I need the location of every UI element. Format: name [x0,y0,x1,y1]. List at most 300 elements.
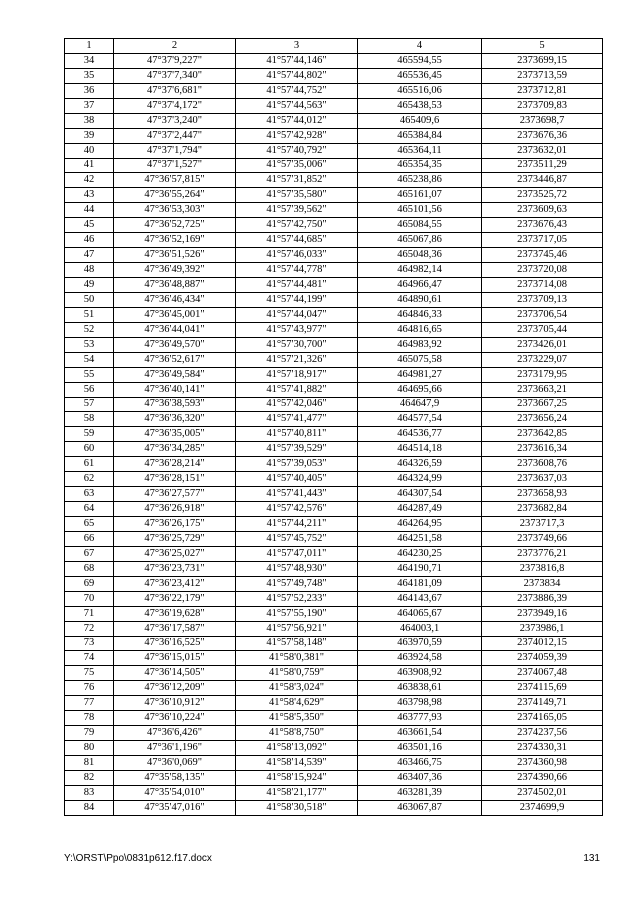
table-cell: 47°37'9,227" [114,53,236,68]
table-cell: 465084,55 [358,218,482,233]
table-cell: 41°57'44,199" [236,292,358,307]
table-cell: 41°57'58,148" [236,636,358,651]
table-cell: 47°36'52,617" [114,352,236,367]
table-cell: 44 [65,203,114,218]
table-cell: 465364,11 [358,143,482,158]
table-cell: 2373229,07 [482,352,603,367]
table-cell: 62 [65,472,114,487]
table-row [65,472,603,487]
table-cell: 47°36'35,005" [114,427,236,442]
table-cell: 41°57'56,921" [236,621,358,636]
column-header: 4 [358,39,482,54]
table-cell: 47°36'1,196" [114,741,236,756]
table-cell: 2373608,76 [482,457,603,472]
table-cell: 48 [65,263,114,278]
table-cell: 463281,39 [358,785,482,800]
table-row [65,307,603,322]
table-cell: 2373699,15 [482,53,603,68]
table-cell: 41°57'55,190" [236,606,358,621]
table-row [65,382,603,397]
table-cell: 2374149,71 [482,696,603,711]
table-cell: 465161,07 [358,188,482,203]
table-cell: 41°57'47,011" [236,546,358,561]
table-row [65,128,603,143]
table-cell: 84 [65,800,114,815]
table-cell: 47°36'15,015" [114,651,236,666]
table-row [65,442,603,457]
table-cell: 464181,09 [358,576,482,591]
table-row [65,233,603,248]
table-cell: 55 [65,367,114,382]
table-cell: 465048,36 [358,248,482,263]
table-cell: 41°57'49,748" [236,576,358,591]
table-cell: 2373525,72 [482,188,603,203]
table-cell: 2373776,21 [482,546,603,561]
table-cell: 465075,58 [358,352,482,367]
table-cell: 47°36'46,434" [114,292,236,307]
table-cell: 464190,71 [358,561,482,576]
column-header: 5 [482,39,603,54]
table-cell: 2374330,31 [482,741,603,756]
table-row [65,173,603,188]
table-cell: 77 [65,696,114,711]
table-cell: 72 [65,621,114,636]
coordinates-table [64,38,603,816]
table-cell: 41°58'0,381" [236,651,358,666]
table-cell: 463924,58 [358,651,482,666]
table-cell: 47°37'2,447" [114,128,236,143]
table-cell: 2373658,93 [482,487,603,502]
table-cell: 2373709,83 [482,98,603,113]
table-cell: 41°57'39,053" [236,457,358,472]
table-cell: 41°57'43,977" [236,322,358,337]
table-cell: 74 [65,651,114,666]
table-cell: 47°36'57,815" [114,173,236,188]
table-row [65,606,603,621]
table-cell: 37 [65,98,114,113]
table-cell: 47°36'10,912" [114,696,236,711]
table-row [65,681,603,696]
table-cell: 41°57'21,326" [236,352,358,367]
table-row [65,218,603,233]
table-cell: 464324,99 [358,472,482,487]
table-cell: 47°36'52,725" [114,218,236,233]
table-cell: 47°36'23,731" [114,561,236,576]
table-cell: 81 [65,756,114,771]
table-cell: 2373642,85 [482,427,603,442]
table-row [65,427,603,442]
table-cell: 56 [65,382,114,397]
table-cell: 76 [65,681,114,696]
table-cell: 47°36'55,264" [114,188,236,203]
table-cell: 465516,06 [358,83,482,98]
table-cell: 464890,61 [358,292,482,307]
table-cell: 41°58'8,750" [236,726,358,741]
table-cell: 61 [65,457,114,472]
table-cell: 464983,92 [358,337,482,352]
table-cell: 64 [65,502,114,517]
table-cell: 2373609,63 [482,203,603,218]
table-cell: 41°57'40,405" [236,472,358,487]
table-cell: 80 [65,741,114,756]
table-row [65,531,603,546]
table-row [65,785,603,800]
table-cell: 2373712,81 [482,83,603,98]
table-cell: 2373834 [482,576,603,591]
table-cell: 464307,54 [358,487,482,502]
table-cell: 464287,49 [358,502,482,517]
table-row [65,68,603,83]
table-cell: 68 [65,561,114,576]
table-cell: 41°57'44,752" [236,83,358,98]
table-cell: 41°58'21,177" [236,785,358,800]
table-body [65,53,603,815]
table-cell: 54 [65,352,114,367]
table-row [65,263,603,278]
table-cell: 41°57'44,012" [236,113,358,128]
table-cell: 41°58'14,539" [236,756,358,771]
table-row [65,696,603,711]
column-header: 3 [236,39,358,54]
table-cell: 45 [65,218,114,233]
table-row [65,83,603,98]
table-cell: 41 [65,158,114,173]
table-cell: 465067,86 [358,233,482,248]
table-row [65,546,603,561]
table-row [65,292,603,307]
table-cell: 464065,67 [358,606,482,621]
table-cell: 65 [65,517,114,532]
table-cell: 463067,87 [358,800,482,815]
table-cell: 57 [65,397,114,412]
table-cell: 41°57'42,928" [236,128,358,143]
table-cell: 59 [65,427,114,442]
table-cell: 66 [65,531,114,546]
table-row [65,248,603,263]
table-cell: 47°36'23,412" [114,576,236,591]
table-cell: 2373986,1 [482,621,603,636]
table-cell: 41°57'41,477" [236,412,358,427]
table-cell: 464816,65 [358,322,482,337]
table-row [65,621,603,636]
table-cell: 51 [65,307,114,322]
table-row [65,457,603,472]
table-cell: 41°57'44,146" [236,53,358,68]
table-cell: 464003,1 [358,621,482,636]
table-cell: 47°35'58,135" [114,770,236,785]
table-cell: 79 [65,726,114,741]
table-cell: 63 [65,487,114,502]
table-cell: 41°57'44,778" [236,263,358,278]
table-cell: 47°36'25,027" [114,546,236,561]
table-cell: 464264,95 [358,517,482,532]
table-row [65,188,603,203]
table-cell: 464326,59 [358,457,482,472]
table-cell: 2373656,24 [482,412,603,427]
table-row [65,561,603,576]
table-cell: 2373706,54 [482,307,603,322]
table-cell: 47°36'25,729" [114,531,236,546]
table-row [65,203,603,218]
table-cell: 47°36'16,525" [114,636,236,651]
table-row [65,502,603,517]
table-cell: 41°57'18,917" [236,367,358,382]
table-cell: 2373713,59 [482,68,603,83]
column-header: 1 [65,39,114,54]
table-row [65,53,603,68]
table-cell: 2373682,84 [482,502,603,517]
table-cell: 41°58'30,518" [236,800,358,815]
table-cell: 41°57'41,882" [236,382,358,397]
table-cell: 2373632,01 [482,143,603,158]
table-cell: 75 [65,666,114,681]
table-cell: 41°58'5,350" [236,711,358,726]
table-cell: 463970,59 [358,636,482,651]
column-header: 2 [114,39,236,54]
table-row [65,158,603,173]
table-cell: 2374360,98 [482,756,603,771]
table-row [65,278,603,293]
table-cell: 41°58'15,924" [236,770,358,785]
table-cell: 2373949,16 [482,606,603,621]
table-row [65,636,603,651]
table-cell: 47°36'0,069" [114,756,236,771]
table-cell: 41°57'44,211" [236,517,358,532]
table-cell: 78 [65,711,114,726]
table-cell: 2373426,01 [482,337,603,352]
table-cell: 47°36'38,593" [114,397,236,412]
table-cell: 465438,53 [358,98,482,113]
table-row [65,322,603,337]
table-cell: 2374059,39 [482,651,603,666]
table-row [65,412,603,427]
table-cell: 464251,58 [358,531,482,546]
table-cell: 41°57'42,046" [236,397,358,412]
table-cell: 41°58'0,759" [236,666,358,681]
table-cell: 41°57'39,529" [236,442,358,457]
table-cell: 2373446,87 [482,173,603,188]
table-cell: 41°57'42,750" [236,218,358,233]
table-cell: 47°36'36,320" [114,412,236,427]
table-cell: 465536,45 [358,68,482,83]
footer-file-path: Y:\ORST\Ppo\0831p612.f17.docx [64,853,212,864]
table-cell: 41°57'40,792" [236,143,358,158]
table-cell: 47°36'49,584" [114,367,236,382]
table-cell: 47°36'17,587" [114,621,236,636]
table-cell: 2374012,15 [482,636,603,651]
table-cell: 47°36'48,887" [114,278,236,293]
table-cell: 463407,36 [358,770,482,785]
table-cell: 465238,86 [358,173,482,188]
table-row [65,711,603,726]
table-cell: 47°36'49,570" [114,337,236,352]
table-cell: 2373663,21 [482,382,603,397]
table-cell: 47°36'28,214" [114,457,236,472]
table-cell: 41°57'48,930" [236,561,358,576]
table-cell: 47°36'40,141" [114,382,236,397]
table-cell: 2373616,34 [482,442,603,457]
table-cell: 463777,93 [358,711,482,726]
table-row [65,800,603,815]
table-cell: 2374237,56 [482,726,603,741]
table-cell: 47°37'1,527" [114,158,236,173]
table-cell: 41°57'44,047" [236,307,358,322]
table-cell: 47°36'52,169" [114,233,236,248]
table-cell: 41°57'52,233" [236,591,358,606]
table-cell: 2374390,66 [482,770,603,785]
table-cell: 465101,56 [358,203,482,218]
table-cell: 39 [65,128,114,143]
table-cell: 2373667,25 [482,397,603,412]
table-cell: 41°58'4,629" [236,696,358,711]
table-cell: 47°37'7,340" [114,68,236,83]
table-cell: 463501,16 [358,741,482,756]
table-cell: 47°36'27,577" [114,487,236,502]
table-row [65,352,603,367]
table-cell: 47°36'12,209" [114,681,236,696]
table-cell: 47°36'6,426" [114,726,236,741]
table-cell: 41°58'13,092" [236,741,358,756]
table-cell: 464230,25 [358,546,482,561]
table-row [65,337,603,352]
table-row [65,367,603,382]
table-cell: 464514,18 [358,442,482,457]
table-cell: 41°57'42,576" [236,502,358,517]
table-cell: 38 [65,113,114,128]
table-cell: 83 [65,785,114,800]
table-cell: 463661,54 [358,726,482,741]
table-cell: 41°57'44,563" [236,98,358,113]
table-cell: 2374067,48 [482,666,603,681]
table-cell: 47 [65,248,114,263]
table-cell: 34 [65,53,114,68]
table-cell: 47°36'28,151" [114,472,236,487]
table-cell: 47°36'44,041" [114,322,236,337]
table-cell: 41°57'35,580" [236,188,358,203]
table-cell: 464966,47 [358,278,482,293]
table-row [65,666,603,681]
table-cell: 465594,55 [358,53,482,68]
table-cell: 463798,98 [358,696,482,711]
table-cell: 47°36'34,285" [114,442,236,457]
table-cell: 47°37'6,681" [114,83,236,98]
table-cell: 47°36'10,224" [114,711,236,726]
table-cell: 2373698,7 [482,113,603,128]
table-cell: 41°57'44,685" [236,233,358,248]
table-cell: 41°57'41,443" [236,487,358,502]
table-cell: 47°36'14,505" [114,666,236,681]
table-cell: 58 [65,412,114,427]
table-cell: 41°57'31,852" [236,173,358,188]
table-cell: 464695,66 [358,382,482,397]
table-cell: 41°57'44,802" [236,68,358,83]
table-cell: 463908,92 [358,666,482,681]
table-cell: 464982,14 [358,263,482,278]
table-cell: 47°36'53,303" [114,203,236,218]
table-cell: 463466,75 [358,756,482,771]
table-cell: 70 [65,591,114,606]
table-cell: 464577,54 [358,412,482,427]
table-cell: 464143,67 [358,591,482,606]
table-cell: 2373717,05 [482,233,603,248]
table-cell: 49 [65,278,114,293]
table-cell: 47°36'45,001" [114,307,236,322]
table-row [65,397,603,412]
table-cell: 2373816,8 [482,561,603,576]
table-cell: 2373717,3 [482,517,603,532]
table-cell: 2374502,01 [482,785,603,800]
table-cell: 464536,77 [358,427,482,442]
table-cell: 2374115,69 [482,681,603,696]
table-cell: 465384,84 [358,128,482,143]
table-cell: 41°57'39,562" [236,203,358,218]
table-cell: 2373749,66 [482,531,603,546]
table-cell: 464647,9 [358,397,482,412]
table-cell: 52 [65,322,114,337]
table-cell: 2373511,29 [482,158,603,173]
table-cell: 47°36'22,179" [114,591,236,606]
table-cell: 73 [65,636,114,651]
table-cell: 2373705,44 [482,322,603,337]
table-cell: 2373709,13 [482,292,603,307]
table-cell: 47°36'49,392" [114,263,236,278]
table-cell: 42 [65,173,114,188]
table-cell: 71 [65,606,114,621]
table-cell: 2373714,08 [482,278,603,293]
table-cell: 2373745,46 [482,248,603,263]
table-cell: 2373179,95 [482,367,603,382]
table-cell: 41°57'30,700" [236,337,358,352]
table-cell: 47°37'4,172" [114,98,236,113]
table-cell: 69 [65,576,114,591]
table-cell: 47°35'54,010" [114,785,236,800]
table-row [65,113,603,128]
table-cell: 36 [65,83,114,98]
table-cell: 2373637,03 [482,472,603,487]
table-row [65,576,603,591]
table-cell: 41°57'45,752" [236,531,358,546]
table-cell: 47°36'19,628" [114,606,236,621]
table-row [65,487,603,502]
table-cell: 41°58'3,024" [236,681,358,696]
table-row [65,741,603,756]
table-cell: 47°37'3,240" [114,113,236,128]
table-row [65,756,603,771]
table-cell: 53 [65,337,114,352]
table-row [65,143,603,158]
table-cell: 50 [65,292,114,307]
table-cell: 46 [65,233,114,248]
table-cell: 41°57'44,481" [236,278,358,293]
table-cell: 82 [65,770,114,785]
table-cell: 60 [65,442,114,457]
table-cell: 35 [65,68,114,83]
table-cell: 2373720,08 [482,263,603,278]
table-cell: 43 [65,188,114,203]
table-cell: 2374165,05 [482,711,603,726]
table-cell: 47°36'51,526" [114,248,236,263]
table-cell: 40 [65,143,114,158]
table-cell: 2373676,36 [482,128,603,143]
table-cell: 2373676,43 [482,218,603,233]
table-cell: 41°57'40,811" [236,427,358,442]
table-cell: 464846,33 [358,307,482,322]
table-cell: 41°57'46,033" [236,248,358,263]
table-row [65,591,603,606]
table-cell: 47°37'1,794" [114,143,236,158]
table-cell: 47°36'26,918" [114,502,236,517]
table-cell: 2373886,39 [482,591,603,606]
